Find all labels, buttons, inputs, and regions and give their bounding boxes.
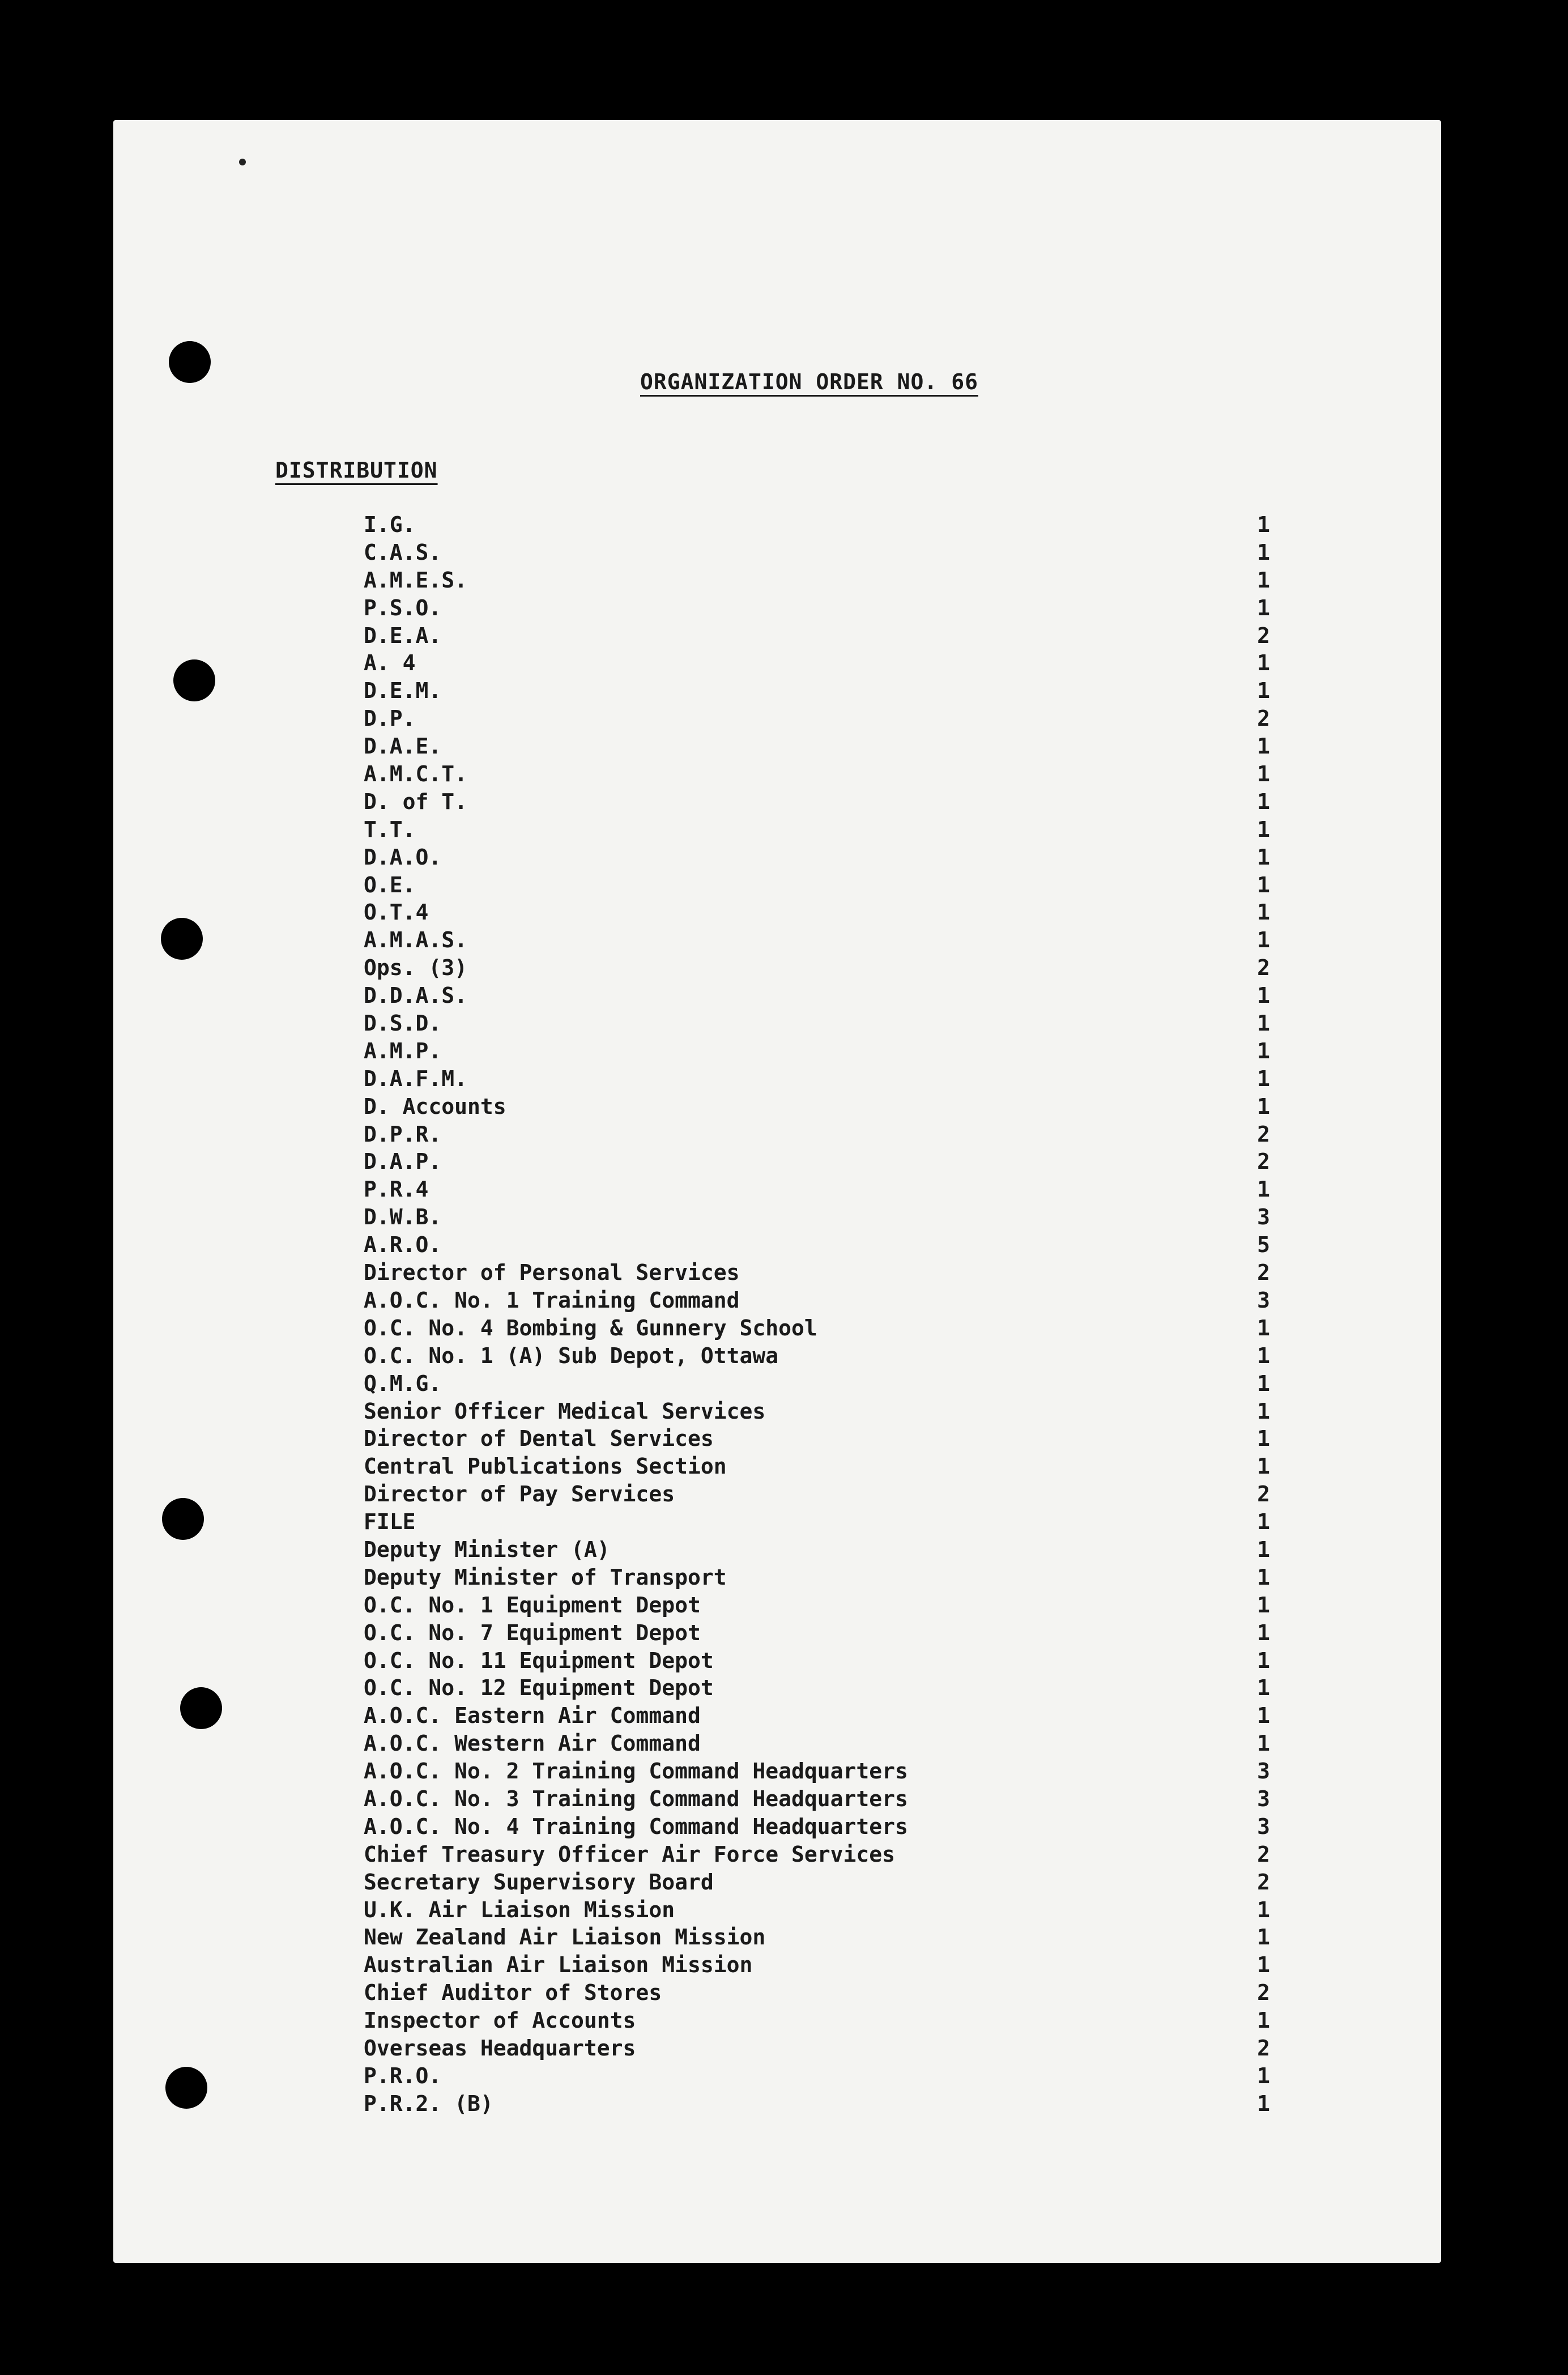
copy-count: 1 (1257, 872, 1270, 897)
distribution-row (364, 1010, 1270, 1037)
distribution-row (364, 1176, 1270, 1203)
recipient-name: A.O.C. No. 1 Training Command (364, 1287, 740, 1313)
recipient-name: New Zealand Air Liaison Mission (364, 1925, 766, 1950)
distribution-row (364, 982, 1270, 1010)
distribution-row (364, 594, 1270, 622)
distribution-row (364, 1923, 1270, 1951)
distribution-row (364, 733, 1270, 760)
recipient-name: A. 4 (364, 650, 416, 676)
distribution-row (364, 1896, 1270, 1924)
recipient-name: D.W.B. (364, 1204, 442, 1230)
distribution-row (364, 1702, 1270, 1730)
recipient-name: A.M.A.S. (364, 927, 468, 953)
copy-count: 1 (1257, 512, 1270, 537)
recipient-name: Secretary Supervisory Board (364, 1869, 714, 1895)
recipient-name: D.P.R. (364, 1121, 442, 1147)
distribution-row (364, 1231, 1270, 1259)
recipient-name: Deputy Minister of Transport (364, 1564, 727, 1590)
copy-count: 1 (1257, 1703, 1270, 1729)
recipient-name: O.T.4 (364, 900, 429, 925)
copy-count: 1 (1257, 1731, 1270, 1756)
distribution-row (364, 1121, 1270, 1148)
copy-count: 1 (1257, 678, 1270, 704)
distribution-row (364, 1453, 1270, 1480)
copy-count: 1 (1257, 1675, 1270, 1701)
distribution-row (364, 1619, 1270, 1647)
copy-count: 2 (1257, 1149, 1270, 1174)
copy-count: 1 (1257, 1426, 1270, 1452)
distribution-row (364, 1951, 1270, 1979)
recipient-name: O.C. No. 11 Equipment Depot (364, 1648, 714, 1673)
distribution-row (364, 1425, 1270, 1453)
copy-count: 1 (1257, 761, 1270, 787)
distribution-row (364, 1564, 1270, 1591)
copy-count: 1 (1257, 900, 1270, 925)
recipient-name: Director of Personal Services (364, 1260, 740, 1286)
recipient-name: Inspector of Accounts (364, 2008, 636, 2033)
copy-count: 1 (1257, 1952, 1270, 1978)
copy-count: 2 (1257, 706, 1270, 731)
recipient-name: FILE (364, 1509, 416, 1535)
recipient-name: D.E.M. (364, 678, 442, 704)
distribution-row (364, 1591, 1270, 1619)
copy-count: 3 (1257, 1786, 1270, 1811)
recipient-name: A.M.C.T. (364, 761, 468, 787)
copy-count: 1 (1257, 1038, 1270, 1063)
distribution-row (364, 899, 1270, 926)
copy-count: 1 (1257, 1564, 1270, 1590)
distribution-row (364, 1536, 1270, 1564)
distribution-row (364, 1037, 1270, 1065)
recipient-name: O.C. No. 1 Equipment Depot (364, 1592, 701, 1618)
distribution-row (364, 649, 1270, 677)
copy-count: 3 (1257, 1759, 1270, 1784)
recipient-name: A.O.C. No. 3 Training Command Headquarters (364, 1786, 908, 1811)
document-body (113, 120, 1441, 2263)
copy-count: 1 (1257, 1592, 1270, 1618)
recipient-name: D.P. (364, 706, 416, 731)
distribution-row (364, 926, 1270, 954)
copy-count: 1 (1257, 1011, 1270, 1036)
recipient-name: A.O.C. No. 2 Training Command Headquarters (364, 1759, 908, 1784)
distribution-row (364, 622, 1270, 650)
distribution-row (364, 2007, 1270, 2035)
copy-count: 1 (1257, 595, 1270, 620)
distribution-row (364, 816, 1270, 844)
distribution-row (364, 1314, 1270, 1342)
recipient-name: D. of T. (364, 789, 468, 814)
recipient-name: D. Accounts (364, 1093, 506, 1119)
copy-count: 2 (1257, 623, 1270, 648)
recipient-name: C.A.S. (364, 539, 442, 565)
copy-count: 1 (1257, 2091, 1270, 2116)
distribution-row (364, 1785, 1270, 1813)
recipient-name: Australian Air Liaison Mission (364, 1952, 753, 1978)
document-title: ORGANIZATION ORDER NO. 66 (640, 369, 978, 394)
copy-count: 2 (1257, 1980, 1270, 2006)
copy-count: 1 (1257, 539, 1270, 565)
recipient-name: D.E.A. (364, 623, 442, 648)
recipient-name: D.D.A.S. (364, 983, 468, 1008)
distribution-row (364, 1093, 1270, 1121)
recipient-name: Director of Dental Services (364, 1426, 714, 1452)
copy-count: 2 (1257, 1482, 1270, 1507)
copy-count: 1 (1257, 1093, 1270, 1119)
distribution-heading: DISTRIBUTION (275, 458, 438, 483)
copy-count: 1 (1257, 650, 1270, 676)
recipient-name: Chief Treasury Officer Air Force Services (364, 1841, 895, 1867)
copy-count: 1 (1257, 927, 1270, 953)
distribution-row (364, 2090, 1270, 2118)
recipient-name: Central Publications Section (364, 1454, 727, 1479)
copy-count: 1 (1257, 1370, 1270, 1396)
copy-count: 3 (1257, 1814, 1270, 1839)
distribution-row (364, 1813, 1270, 1841)
distribution-row (364, 1979, 1270, 2007)
distribution-row (364, 2035, 1270, 2062)
distribution-row (364, 1203, 1270, 1231)
recipient-name: Senior Officer Medical Services (364, 1398, 766, 1424)
distribution-row (364, 1259, 1270, 1287)
copy-count: 1 (1257, 1648, 1270, 1673)
copy-count: 1 (1257, 567, 1270, 593)
copy-count: 1 (1257, 1897, 1270, 1922)
recipient-name: Deputy Minister (A) (364, 1536, 610, 1562)
copy-count: 1 (1257, 2063, 1270, 2088)
distribution-row (364, 1674, 1270, 1702)
copy-count: 1 (1257, 1509, 1270, 1535)
distribution-row (364, 1342, 1270, 1370)
distribution-row (364, 677, 1270, 705)
recipient-name: P.R.4 (364, 1177, 429, 1202)
distribution-row (364, 1148, 1270, 1176)
distribution-row (364, 705, 1270, 733)
copy-count: 1 (1257, 983, 1270, 1008)
recipient-name: A.M.E.S. (364, 567, 468, 593)
copy-count: 1 (1257, 1925, 1270, 1950)
recipient-name: U.K. Air Liaison Mission (364, 1897, 675, 1922)
copy-count: 2 (1257, 2035, 1270, 2061)
distribution-row (364, 2062, 1270, 2090)
copy-count: 1 (1257, 1343, 1270, 1368)
distribution-row (364, 1757, 1270, 1785)
copy-count: 1 (1257, 789, 1270, 814)
recipient-name: D.A.F.M. (364, 1066, 468, 1091)
distribution-list (364, 511, 1270, 2118)
distribution-row (364, 1480, 1270, 1508)
recipient-name: Ops. (3) (364, 955, 468, 981)
copy-count: 5 (1257, 1232, 1270, 1258)
distribution-row (364, 1730, 1270, 1757)
distribution-row (364, 844, 1270, 871)
distribution-row (364, 1841, 1270, 1868)
recipient-name: O.C. No. 1 (A) Sub Depot, Ottawa (364, 1343, 779, 1368)
distribution-row (364, 788, 1270, 816)
distribution-row (364, 1508, 1270, 1536)
copy-count: 1 (1257, 734, 1270, 759)
recipient-name: O.E. (364, 872, 416, 897)
copy-count: 1 (1257, 844, 1270, 870)
distribution-row (364, 567, 1270, 594)
copy-count: 2 (1257, 1869, 1270, 1895)
recipient-name: T.T. (364, 816, 416, 842)
recipient-name: A.O.C. Eastern Air Command (364, 1703, 701, 1729)
recipient-name: Chief Auditor of Stores (364, 1980, 662, 2006)
copy-count: 1 (1257, 1536, 1270, 1562)
recipient-name: Director of Pay Services (364, 1482, 675, 1507)
copy-count: 1 (1257, 1620, 1270, 1645)
copy-count: 2 (1257, 955, 1270, 981)
copy-count: 3 (1257, 1204, 1270, 1230)
distribution-row (364, 1868, 1270, 1896)
copy-count: 2 (1257, 1260, 1270, 1286)
distribution-row (364, 511, 1270, 539)
distribution-row (364, 1647, 1270, 1675)
copy-count: 2 (1257, 1841, 1270, 1867)
copy-count: 1 (1257, 816, 1270, 842)
recipient-name: P.R.O. (364, 2063, 442, 2088)
distribution-row (364, 539, 1270, 567)
copy-count: 1 (1257, 1398, 1270, 1424)
distribution-row (364, 760, 1270, 788)
recipient-name: O.C. No. 12 Equipment Depot (364, 1675, 714, 1701)
document-page (113, 120, 1441, 2263)
copy-count: 1 (1257, 1454, 1270, 1479)
copy-count: 2 (1257, 1121, 1270, 1147)
recipient-name: A.O.C. No. 4 Training Command Headquarters (364, 1814, 908, 1839)
recipient-name: O.C. No. 4 Bombing & Gunnery School (364, 1315, 817, 1340)
recipient-name: Q.M.G. (364, 1370, 442, 1396)
recipient-name: I.G. (364, 512, 416, 537)
distribution-row (364, 1398, 1270, 1425)
distribution-row (364, 954, 1270, 982)
copy-count: 1 (1257, 1177, 1270, 1202)
recipient-name: A.M.P. (364, 1038, 442, 1063)
distribution-row (364, 1287, 1270, 1314)
recipient-name: D.A.O. (364, 844, 442, 870)
copy-count: 1 (1257, 1066, 1270, 1091)
recipient-name: Overseas Headquarters (364, 2035, 636, 2061)
recipient-name: O.C. No. 7 Equipment Depot (364, 1620, 701, 1645)
recipient-name: D.A.E. (364, 734, 442, 759)
distribution-row (364, 871, 1270, 899)
recipient-name: P.S.O. (364, 595, 442, 620)
recipient-name: D.S.D. (364, 1011, 442, 1036)
distribution-row (364, 1065, 1270, 1093)
distribution-row (364, 1370, 1270, 1398)
recipient-name: A.O.C. Western Air Command (364, 1731, 701, 1756)
copy-count: 1 (1257, 2008, 1270, 2033)
copy-count: 3 (1257, 1287, 1270, 1313)
recipient-name: P.R.2. (B) (364, 2091, 493, 2116)
recipient-name: D.A.P. (364, 1149, 442, 1174)
recipient-name: A.R.O. (364, 1232, 442, 1258)
copy-count: 1 (1257, 1315, 1270, 1340)
